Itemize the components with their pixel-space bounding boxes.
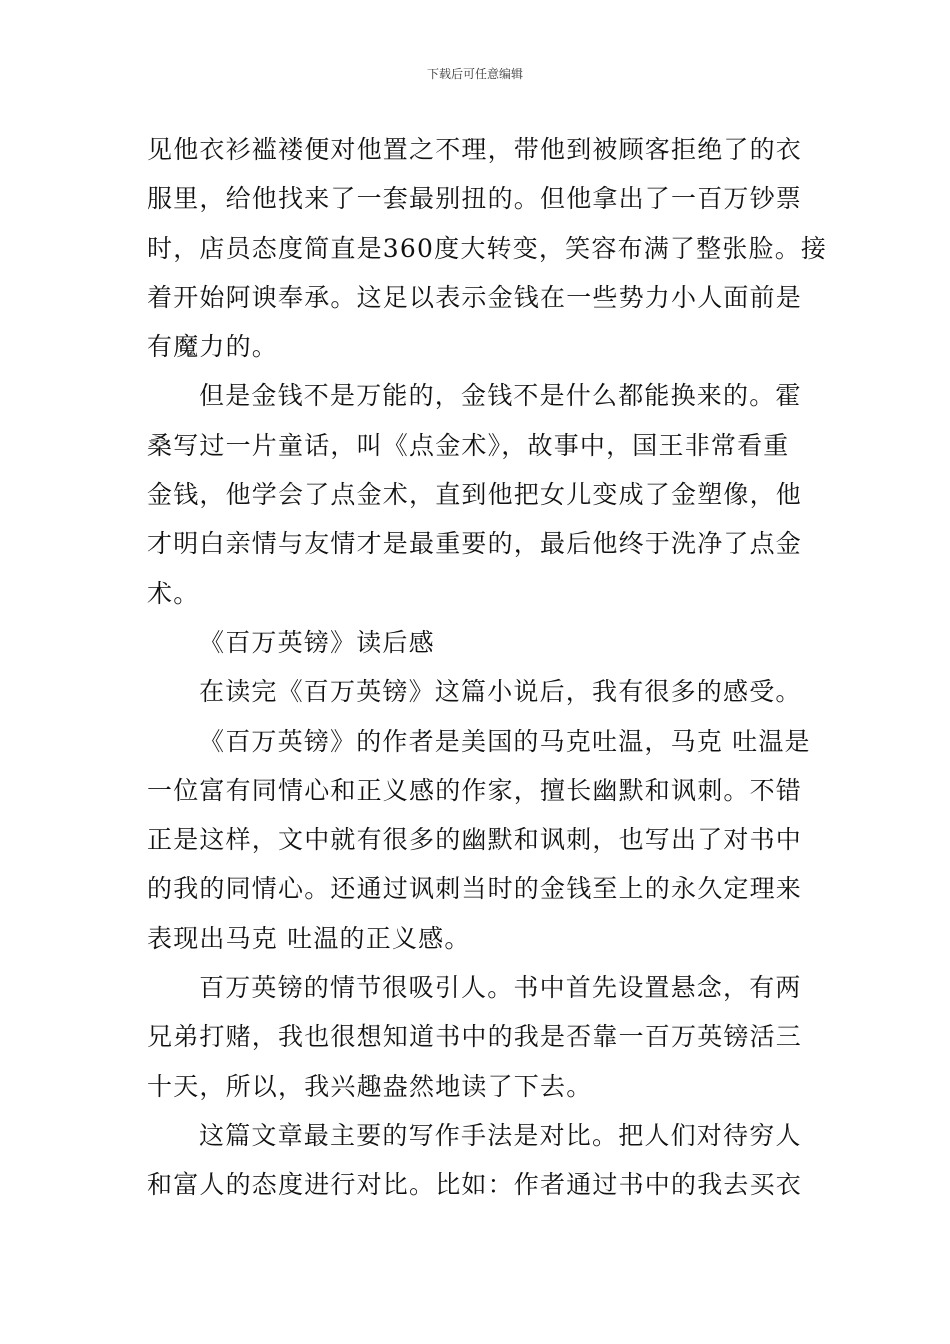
text-line: 着开始阿谀奉承。这足以表示金钱在一些势力小人面前是: [147, 282, 803, 312]
paragraph: [147, 371, 811, 617]
text-line: 金钱，他学会了点金术，直到他把女儿变成了金塑像，他: [147, 480, 803, 510]
text-line: 十天，所以，我兴趣盎然地读了下去。: [147, 1071, 593, 1101]
text-line: 这篇文章最主要的写作手法是对比。把人们对待穷人: [199, 1120, 802, 1150]
paragraph: [147, 1111, 811, 1210]
text-line: 见他衣衫褴褛便对他置之不理，带他到被顾客拒绝了的衣: [147, 135, 803, 164]
text-line: 才明白亲情与友情才是最重要的，最后他终于洗净了点金: [147, 529, 803, 559]
paragraph: [147, 125, 828, 371]
text-line: 在读完《百万英镑》这篇小说后，我有很多的感受。: [199, 677, 802, 707]
text-line: 《百万英镑》的作者是美国的马克吐温，马克 吐温是: [199, 726, 811, 756]
text-line: 正是这样，文中就有很多的幽默和讽刺，也写出了对书中: [147, 825, 803, 855]
text-line: 兄弟打赌，我也很想知道书中的我是否靠一百万英镑活三: [147, 1022, 803, 1052]
document-body: [147, 125, 828, 1210]
paragraph: [147, 667, 811, 716]
page-header: 下载后可任意编辑: [426, 67, 523, 81]
paragraph: [147, 717, 811, 963]
text-line: 术。: [147, 578, 200, 608]
text-line: 一位富有同情心和正义感的作家，擅长幽默和讽刺。不错: [147, 775, 803, 805]
text-line: 和富人的态度进行对比。比如：作者通过书中的我去买衣: [147, 1170, 803, 1200]
paragraph: [147, 963, 811, 1111]
text-line: 《百万英镑》读后感: [199, 627, 435, 657]
text-line: 但是金钱不是万能的，金钱不是什么都能换来的。霍: [199, 381, 802, 411]
text-line: 服里，给他找来了一套最别扭的。但他拿出了一百万钞票: [147, 184, 803, 214]
text-line: 桑写过一片童话，叫《点金术》，故事中，国王非常看重: [147, 430, 790, 460]
text-line: 时，店员态度简直是360度大转变，笑容布满了整张脸。接: [147, 233, 828, 263]
text-line: 表现出马克 吐温的正义感。: [147, 923, 471, 953]
text-line: 的我的同情心。还通过讽刺当时的金钱至上的永久定理来: [147, 874, 803, 904]
text-line: 有魔力的。: [147, 332, 279, 362]
section-title: [147, 618, 811, 667]
text-line: 百万英镑的情节很吸引人。书中首先设置悬念，有两: [199, 973, 802, 1003]
